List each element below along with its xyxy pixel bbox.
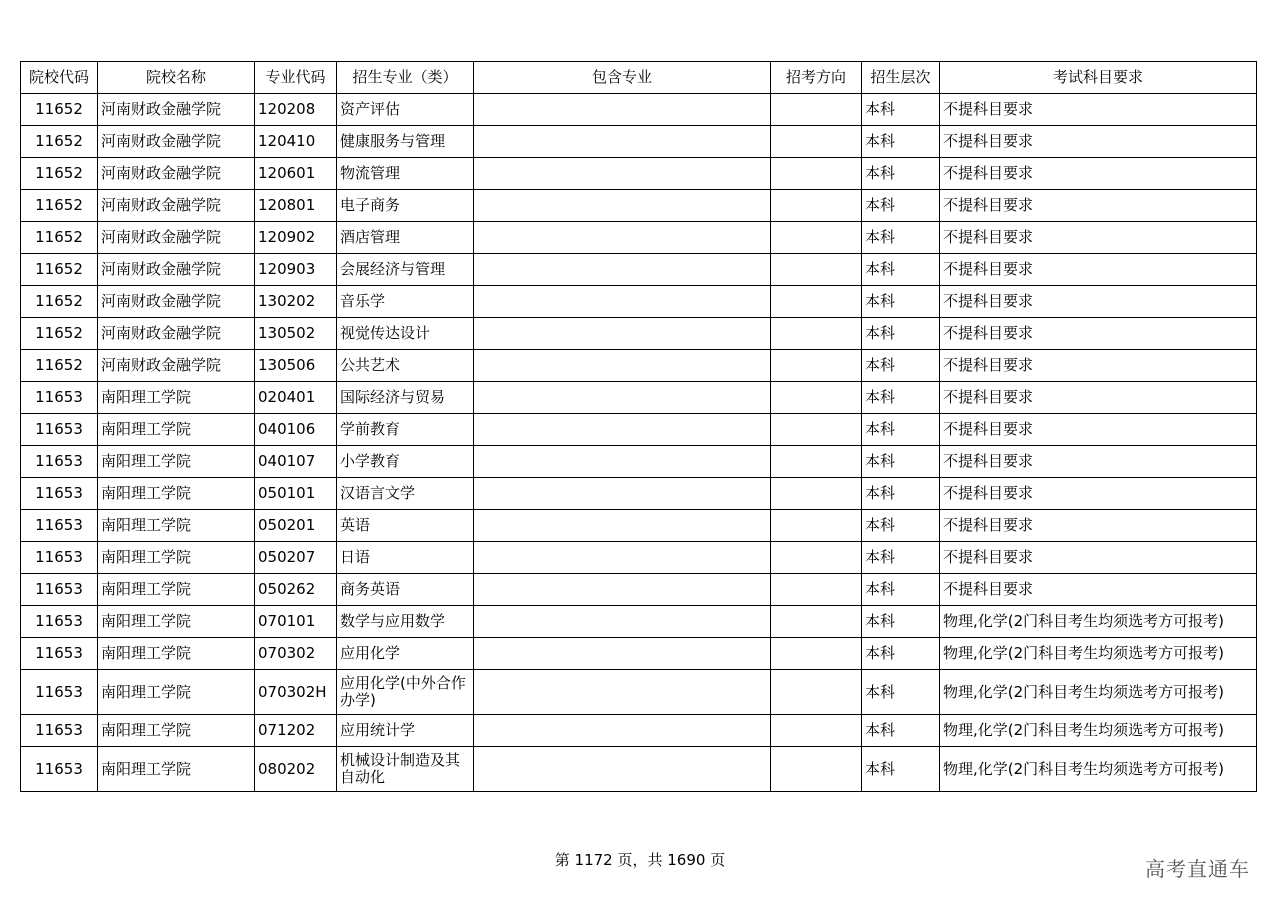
included-majors-cell bbox=[474, 606, 771, 638]
level-cell: 本科 bbox=[862, 222, 940, 254]
school-name-cell: 南阳理工学院 bbox=[98, 715, 255, 747]
major-cell: 资产评估 bbox=[337, 94, 474, 126]
level-cell: 本科 bbox=[862, 478, 940, 510]
level-cell: 本科 bbox=[862, 286, 940, 318]
major-cell: 应用统计学 bbox=[337, 715, 474, 747]
included-majors-cell bbox=[474, 254, 771, 286]
school-name-cell: 河南财政金融学院 bbox=[98, 158, 255, 190]
school-name-cell: 南阳理工学院 bbox=[98, 414, 255, 446]
school-code-cell: 11652 bbox=[21, 222, 98, 254]
header-included-majors: 包含专业 bbox=[474, 62, 771, 94]
direction-cell bbox=[771, 542, 862, 574]
subject-requirements-cell: 不提科目要求 bbox=[940, 414, 1257, 446]
direction-cell bbox=[771, 222, 862, 254]
school-name-cell: 河南财政金融学院 bbox=[98, 286, 255, 318]
major-cell: 应用化学 bbox=[337, 638, 474, 670]
school-code-cell: 11652 bbox=[21, 158, 98, 190]
included-majors-cell bbox=[474, 670, 771, 715]
direction-cell bbox=[771, 382, 862, 414]
major-cell: 酒店管理 bbox=[337, 222, 474, 254]
subject-requirements-cell: 不提科目要求 bbox=[940, 254, 1257, 286]
school-code-cell: 11653 bbox=[21, 414, 98, 446]
level-cell: 本科 bbox=[862, 254, 940, 286]
school-code-cell: 11653 bbox=[21, 510, 98, 542]
table-row bbox=[21, 747, 1257, 792]
header-major: 招生专业（类） bbox=[337, 62, 474, 94]
direction-cell bbox=[771, 254, 862, 286]
level-cell: 本科 bbox=[862, 638, 940, 670]
direction-cell bbox=[771, 94, 862, 126]
major-cell: 小学教育 bbox=[337, 446, 474, 478]
included-majors-cell bbox=[474, 286, 771, 318]
subject-requirements-cell: 不提科目要求 bbox=[940, 542, 1257, 574]
subject-requirements-cell: 不提科目要求 bbox=[940, 510, 1257, 542]
direction-cell bbox=[771, 350, 862, 382]
table-row bbox=[21, 318, 1257, 350]
major-code-cell: 130502 bbox=[255, 318, 337, 350]
major-cell: 英语 bbox=[337, 510, 474, 542]
table-row bbox=[21, 350, 1257, 382]
subject-requirements-cell: 不提科目要求 bbox=[940, 574, 1257, 606]
direction-cell bbox=[771, 318, 862, 350]
level-cell: 本科 bbox=[862, 574, 940, 606]
school-code-cell: 11652 bbox=[21, 286, 98, 318]
major-code-cell: 071202 bbox=[255, 715, 337, 747]
major-cell: 电子商务 bbox=[337, 190, 474, 222]
school-code-cell: 11653 bbox=[21, 670, 98, 715]
level-cell: 本科 bbox=[862, 382, 940, 414]
level-cell: 本科 bbox=[862, 606, 940, 638]
school-name-cell: 河南财政金融学院 bbox=[98, 350, 255, 382]
direction-cell bbox=[771, 747, 862, 792]
included-majors-cell bbox=[474, 510, 771, 542]
school-name-cell: 河南财政金融学院 bbox=[98, 254, 255, 286]
major-cell: 物流管理 bbox=[337, 158, 474, 190]
major-code-cell: 080202 bbox=[255, 747, 337, 792]
included-majors-cell bbox=[474, 350, 771, 382]
school-code-cell: 11653 bbox=[21, 606, 98, 638]
subject-requirements-cell: 不提科目要求 bbox=[940, 382, 1257, 414]
school-name-cell: 南阳理工学院 bbox=[98, 670, 255, 715]
school-code-cell: 11652 bbox=[21, 318, 98, 350]
school-name-cell: 河南财政金融学院 bbox=[98, 126, 255, 158]
school-name-cell: 南阳理工学院 bbox=[98, 638, 255, 670]
school-code-cell: 11652 bbox=[21, 350, 98, 382]
school-code-cell: 11653 bbox=[21, 478, 98, 510]
table-row bbox=[21, 126, 1257, 158]
major-code-cell: 120601 bbox=[255, 158, 337, 190]
school-name-cell: 河南财政金融学院 bbox=[98, 222, 255, 254]
level-cell: 本科 bbox=[862, 318, 940, 350]
direction-cell bbox=[771, 446, 862, 478]
major-cell: 汉语言文学 bbox=[337, 478, 474, 510]
header-direction: 招考方向 bbox=[771, 62, 862, 94]
major-cell: 国际经济与贸易 bbox=[337, 382, 474, 414]
included-majors-cell bbox=[474, 638, 771, 670]
school-name-cell: 河南财政金融学院 bbox=[98, 190, 255, 222]
included-majors-cell bbox=[474, 574, 771, 606]
page-number: 第 1172 页，共 1690 页 bbox=[554, 851, 726, 869]
direction-cell bbox=[771, 190, 862, 222]
school-code-cell: 11653 bbox=[21, 382, 98, 414]
table-row bbox=[21, 414, 1257, 446]
major-code-cell: 050262 bbox=[255, 574, 337, 606]
school-code-cell: 11653 bbox=[21, 638, 98, 670]
major-code-cell: 130506 bbox=[255, 350, 337, 382]
table-row bbox=[21, 94, 1257, 126]
direction-cell bbox=[771, 670, 862, 715]
major-code-cell: 070101 bbox=[255, 606, 337, 638]
school-code-cell: 11653 bbox=[21, 715, 98, 747]
major-code-cell: 070302 bbox=[255, 638, 337, 670]
level-cell: 本科 bbox=[862, 94, 940, 126]
included-majors-cell bbox=[474, 318, 771, 350]
school-name-cell: 南阳理工学院 bbox=[98, 478, 255, 510]
subject-requirements-cell: 不提科目要求 bbox=[940, 286, 1257, 318]
school-name-cell: 南阳理工学院 bbox=[98, 382, 255, 414]
subject-requirements-cell: 物理,化学(2门科目考生均须选考方可报考) bbox=[940, 747, 1257, 792]
school-code-cell: 11652 bbox=[21, 190, 98, 222]
major-cell: 健康服务与管理 bbox=[337, 126, 474, 158]
direction-cell bbox=[771, 606, 862, 638]
major-cell: 应用化学(中外合作办学) bbox=[337, 670, 474, 715]
major-code-cell: 130202 bbox=[255, 286, 337, 318]
school-name-cell: 河南财政金融学院 bbox=[98, 94, 255, 126]
included-majors-cell bbox=[474, 94, 771, 126]
included-majors-cell bbox=[474, 382, 771, 414]
table-row bbox=[21, 670, 1257, 715]
major-cell: 音乐学 bbox=[337, 286, 474, 318]
table-row bbox=[21, 542, 1257, 574]
school-code-cell: 11653 bbox=[21, 446, 98, 478]
major-cell: 会展经济与管理 bbox=[337, 254, 474, 286]
header-subject-requirements: 考试科目要求 bbox=[940, 62, 1257, 94]
major-code-cell: 120410 bbox=[255, 126, 337, 158]
major-code-cell: 040107 bbox=[255, 446, 337, 478]
included-majors-cell bbox=[474, 222, 771, 254]
major-code-cell: 120902 bbox=[255, 222, 337, 254]
level-cell: 本科 bbox=[862, 350, 940, 382]
included-majors-cell bbox=[474, 126, 771, 158]
level-cell: 本科 bbox=[862, 747, 940, 792]
major-code-cell: 040106 bbox=[255, 414, 337, 446]
level-cell: 本科 bbox=[862, 126, 940, 158]
major-code-cell: 020401 bbox=[255, 382, 337, 414]
included-majors-cell bbox=[474, 715, 771, 747]
table-row bbox=[21, 638, 1257, 670]
major-cell: 数学与应用数学 bbox=[337, 606, 474, 638]
major-code-cell: 050101 bbox=[255, 478, 337, 510]
major-cell: 机械设计制造及其自动化 bbox=[337, 747, 474, 792]
level-cell: 本科 bbox=[862, 158, 940, 190]
subject-requirements-cell: 不提科目要求 bbox=[940, 318, 1257, 350]
table-row bbox=[21, 574, 1257, 606]
major-cell: 公共艺术 bbox=[337, 350, 474, 382]
major-code-cell: 070302H bbox=[255, 670, 337, 715]
subject-requirements-cell: 物理,化学(2门科目考生均须选考方可报考) bbox=[940, 606, 1257, 638]
direction-cell bbox=[771, 510, 862, 542]
table-row bbox=[21, 382, 1257, 414]
watermark-logo: 高考直通车 bbox=[1145, 857, 1250, 881]
major-code-cell: 050201 bbox=[255, 510, 337, 542]
included-majors-cell bbox=[474, 478, 771, 510]
direction-cell bbox=[771, 478, 862, 510]
school-name-cell: 南阳理工学院 bbox=[98, 574, 255, 606]
included-majors-cell bbox=[474, 446, 771, 478]
subject-requirements-cell: 不提科目要求 bbox=[940, 478, 1257, 510]
direction-cell bbox=[771, 638, 862, 670]
major-cell: 日语 bbox=[337, 542, 474, 574]
admission-table bbox=[20, 61, 1257, 792]
level-cell: 本科 bbox=[862, 446, 940, 478]
table-row bbox=[21, 478, 1257, 510]
level-cell: 本科 bbox=[862, 542, 940, 574]
table-row bbox=[21, 222, 1257, 254]
school-name-cell: 南阳理工学院 bbox=[98, 510, 255, 542]
direction-cell bbox=[771, 286, 862, 318]
level-cell: 本科 bbox=[862, 715, 940, 747]
included-majors-cell bbox=[474, 747, 771, 792]
school-name-cell: 河南财政金融学院 bbox=[98, 318, 255, 350]
header-level: 招生层次 bbox=[862, 62, 940, 94]
major-cell: 学前教育 bbox=[337, 414, 474, 446]
subject-requirements-cell: 物理,化学(2门科目考生均须选考方可报考) bbox=[940, 715, 1257, 747]
header-row bbox=[21, 62, 1257, 94]
table-row bbox=[21, 715, 1257, 747]
subject-requirements-cell: 物理,化学(2门科目考生均须选考方可报考) bbox=[940, 670, 1257, 715]
included-majors-cell bbox=[474, 190, 771, 222]
major-code-cell: 050207 bbox=[255, 542, 337, 574]
level-cell: 本科 bbox=[862, 414, 940, 446]
direction-cell bbox=[771, 414, 862, 446]
direction-cell bbox=[771, 574, 862, 606]
header-school-name: 院校名称 bbox=[98, 62, 255, 94]
table-row bbox=[21, 158, 1257, 190]
subject-requirements-cell: 不提科目要求 bbox=[940, 126, 1257, 158]
header-major-code: 专业代码 bbox=[255, 62, 337, 94]
school-name-cell: 南阳理工学院 bbox=[98, 747, 255, 792]
major-code-cell: 120208 bbox=[255, 94, 337, 126]
level-cell: 本科 bbox=[862, 510, 940, 542]
school-name-cell: 南阳理工学院 bbox=[98, 446, 255, 478]
subject-requirements-cell: 不提科目要求 bbox=[940, 94, 1257, 126]
included-majors-cell bbox=[474, 414, 771, 446]
subject-requirements-cell: 物理,化学(2门科目考生均须选考方可报考) bbox=[940, 638, 1257, 670]
level-cell: 本科 bbox=[862, 670, 940, 715]
subject-requirements-cell: 不提科目要求 bbox=[940, 158, 1257, 190]
direction-cell bbox=[771, 715, 862, 747]
school-code-cell: 11653 bbox=[21, 747, 98, 792]
school-code-cell: 11653 bbox=[21, 542, 98, 574]
included-majors-cell bbox=[474, 158, 771, 190]
school-name-cell: 南阳理工学院 bbox=[98, 606, 255, 638]
table-row bbox=[21, 286, 1257, 318]
table-row bbox=[21, 254, 1257, 286]
major-cell: 商务英语 bbox=[337, 574, 474, 606]
major-code-cell: 120801 bbox=[255, 190, 337, 222]
subject-requirements-cell: 不提科目要求 bbox=[940, 190, 1257, 222]
header-school-code: 院校代码 bbox=[21, 62, 98, 94]
school-code-cell: 11652 bbox=[21, 254, 98, 286]
table-row bbox=[21, 606, 1257, 638]
subject-requirements-cell: 不提科目要求 bbox=[940, 222, 1257, 254]
subject-requirements-cell: 不提科目要求 bbox=[940, 446, 1257, 478]
subject-requirements-cell: 不提科目要求 bbox=[940, 350, 1257, 382]
direction-cell bbox=[771, 158, 862, 190]
direction-cell bbox=[771, 126, 862, 158]
level-cell: 本科 bbox=[862, 190, 940, 222]
school-code-cell: 11652 bbox=[21, 126, 98, 158]
table-row bbox=[21, 190, 1257, 222]
school-name-cell: 南阳理工学院 bbox=[98, 542, 255, 574]
major-cell: 视觉传达设计 bbox=[337, 318, 474, 350]
school-code-cell: 11653 bbox=[21, 574, 98, 606]
major-code-cell: 120903 bbox=[255, 254, 337, 286]
table-row bbox=[21, 446, 1257, 478]
school-code-cell: 11652 bbox=[21, 94, 98, 126]
included-majors-cell bbox=[474, 542, 771, 574]
table-row bbox=[21, 510, 1257, 542]
